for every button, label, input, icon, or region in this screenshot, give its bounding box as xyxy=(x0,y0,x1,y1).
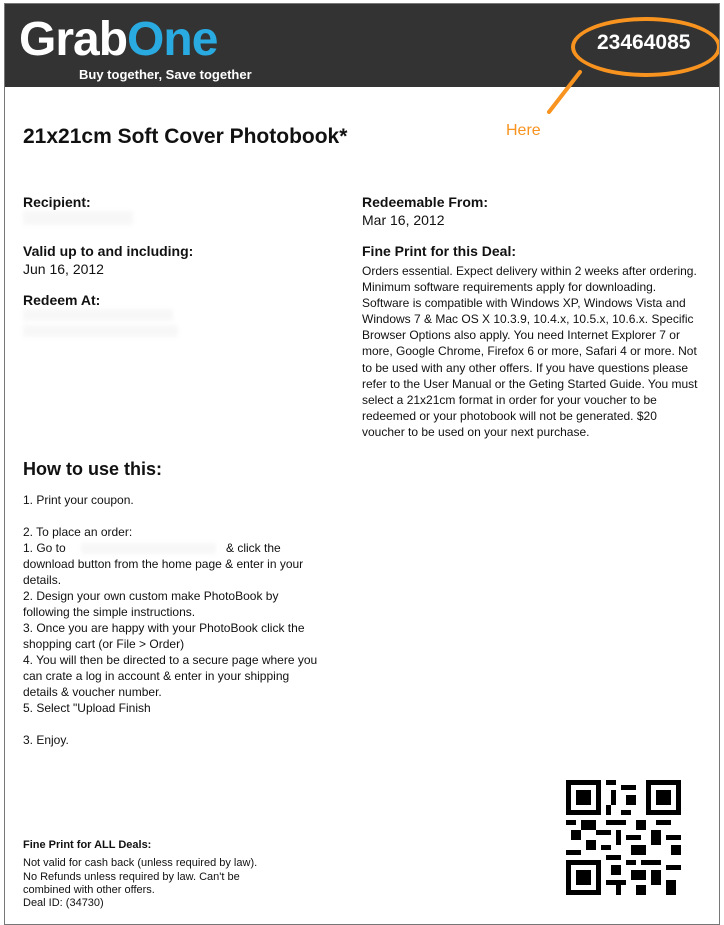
howto-step: 3. Once you are happy with your PhotoBook click the xyxy=(23,621,305,635)
all-deals-fine-print-title: Fine Print for ALL Deals: xyxy=(23,839,152,851)
all-deals-line: Not valid for cash back (unless required by law). xyxy=(23,857,258,869)
fine-print-text xyxy=(362,263,702,440)
logo-tagline: Buy together, Save together xyxy=(79,67,252,82)
annotation-arrow-icon xyxy=(535,64,595,119)
here-annotation: Here xyxy=(506,122,541,139)
website-url-redacted xyxy=(81,543,216,554)
howto-step: can crate a log in account & enter in your shipping xyxy=(23,669,290,683)
howto-step: download button from the home page & enter in your xyxy=(23,557,304,571)
redeem-address-redacted-2 xyxy=(23,325,178,337)
fine-print-line: refer to the User Manual or the Geting Started Guide. You must xyxy=(362,376,698,391)
howto-step: & click the xyxy=(226,541,281,555)
howto-step: 1. Go to xyxy=(23,541,66,555)
redeem-address-redacted-1 xyxy=(23,309,173,321)
all-deals-line: No Refunds unless required by law. Can't be xyxy=(23,871,240,883)
fine-print-line: to be used with any other offers. If you have questions please xyxy=(362,360,688,375)
fine-print-line: Windows 7 & Mac OS X 10.3.9, 10.4.x, 10.5.x, 10.6.x. Specific xyxy=(362,312,694,327)
fine-print-line: more, Google Chrome, Firefox 6 or more, Safari 4 or more. Not xyxy=(362,344,697,359)
valid-label: Valid up to and including: xyxy=(23,243,194,259)
fine-print-label: Fine Print for this Deal: xyxy=(362,243,517,259)
howto-step: 2. Design your own custom make PhotoBook by xyxy=(23,589,279,603)
howto-step: 4. You will then be directed to a secure page where you xyxy=(23,653,318,667)
redeemable-value: Mar 16, 2012 xyxy=(362,212,445,228)
howto-step: 5. Select "Upload Finish xyxy=(23,701,151,715)
qr-code-icon xyxy=(566,780,681,895)
fine-print-line: Software is compatible with Windows XP, Windows Vista and xyxy=(362,296,686,311)
howto-title: How to use this: xyxy=(23,459,162,479)
fine-print-line: Orders essential. Expect delivery within 2 weeks after ordering. xyxy=(362,264,697,278)
fine-print-line: voucher to be used on your next purchase. xyxy=(362,424,590,439)
howto-step: details. xyxy=(23,573,62,587)
all-deals-line: Deal ID: (34730) xyxy=(23,897,104,909)
redeem-label: Redeem At: xyxy=(23,292,101,308)
deal-title: 21x21cm Soft Cover Photobook* xyxy=(23,125,348,148)
recipient-label: Recipient: xyxy=(23,194,91,210)
redeemable-label: Redeemable From: xyxy=(362,194,489,210)
howto-step: details & voucher number. xyxy=(23,685,162,699)
fine-print-line: Browser Options also apply. You need Internet Explorer 7 or xyxy=(362,328,680,343)
howto-step: 2. To place an order: xyxy=(23,525,133,539)
fine-print-line: Minimum software requirements apply for downloading. xyxy=(362,280,657,295)
logo-wordmark: GrabOne xyxy=(19,13,218,66)
fine-print-line: redeemed or your photobook will not be generated. $20 xyxy=(362,408,657,423)
voucher-page xyxy=(4,3,720,925)
howto-step: following the simple instructions. xyxy=(23,605,196,619)
voucher-number: 23464085 xyxy=(597,31,691,54)
howto-step: 1. Print your coupon. xyxy=(23,493,134,507)
fine-print-line: select a 21x21cm format in order for your voucher to be xyxy=(362,392,657,407)
grabone-logo[interactable] xyxy=(19,10,259,84)
recipient-redacted xyxy=(23,211,133,225)
howto-step: shopping cart (or File > Order) xyxy=(23,637,185,651)
all-deals-line: combined with other offers. xyxy=(23,884,155,896)
valid-value: Jun 16, 2012 xyxy=(23,261,104,277)
howto-step: 3. Enjoy. xyxy=(23,733,69,747)
